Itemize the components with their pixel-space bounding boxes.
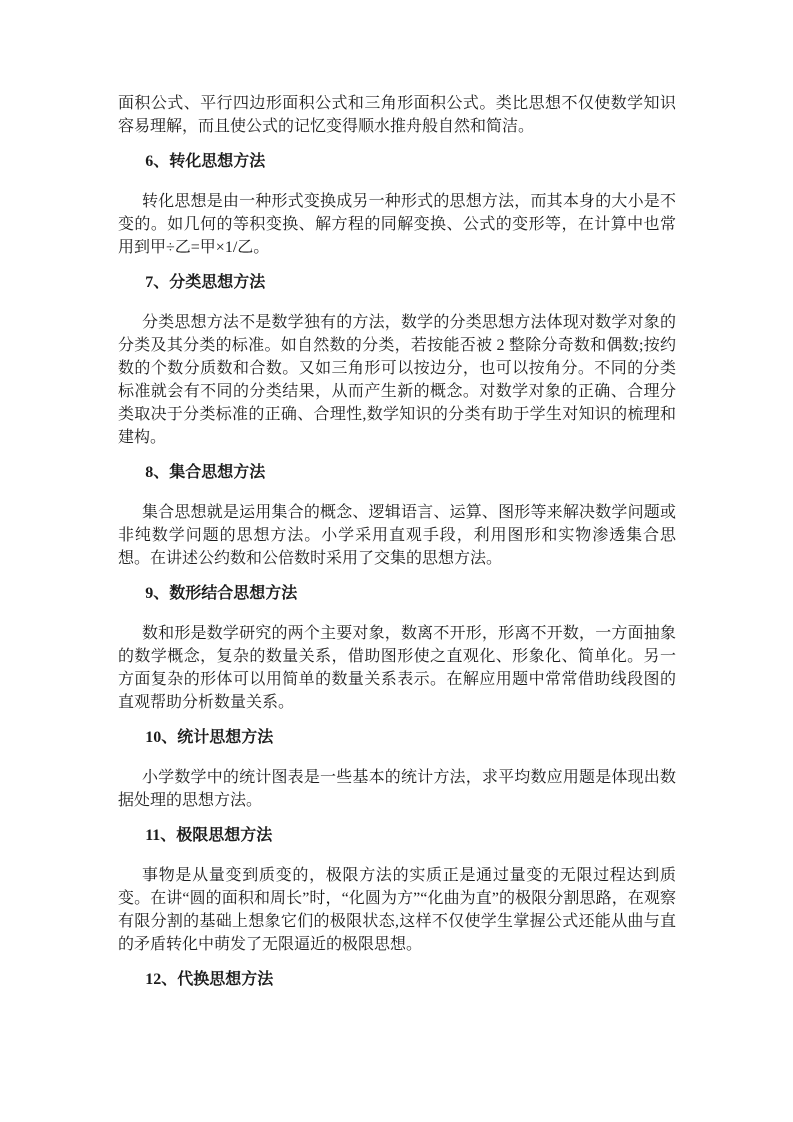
section-heading-7: 7、分类思想方法 [145,274,266,291]
paragraph-section-7: 分类思想方法不是数学独有的方法，数学的分类思想方法体现对数学对象的分类及其分类的标准。如自然数的分类，若按能否被 2 整除分奇数和偶数;按约数的个数分质数和合数。又如三角形可以按边分，也可以按角分。不同的分类标准就会有不同的分类结果，从而产生新的概念。对数学对象的正确、合理分类取决于分类标准的正确、合理性,数学知识的分类有助于学生对知识的梳理和建构。 [118,314,676,446]
paragraph-section-8: 集合思想就是运用集合的概念、逻辑语言、运算、图形等来解决数学问题或非纯数学问题的思想方法。小学采用直观手段，利用图形和实物渗透集合思想。在讲述公约数和公倍数时采用了交集的思想方法。 [118,504,676,567]
section-heading-11: 11、极限思想方法 [145,827,273,844]
paragraph-section-10: 小学数学中的统计图表是一些基本的统计方法，求平均数应用题是体现出数据处理的思想方法。 [118,769,676,809]
document-text-body [118,92,676,1008]
paragraph-section-11: 事物是从量变到质变的，极限方法的实质正是通过量变的无限过程达到质变。在讲“圆的面积和周长”时，“化圆为方”“化曲为直”的极限分割思路，在观察有限分割的基础上想象它们的极限状态,这样不仅使学生掌握公式还能从曲与直的矛盾转化中萌发了无限逼近的极限思想。 [118,867,676,953]
paragraph-section-6: 转化思想是由一种形式变换成另一种形式的思想方法，而其本身的大小是不变的。如几何的等积变换、解方程的同解变换、公式的变形等，在计算中也常用到甲÷乙=甲×1/乙。 [118,193,676,256]
section-heading-10: 10、统计思想方法 [145,729,274,746]
section-heading-6: 6、转化思想方法 [145,153,266,170]
paragraph-section-9: 数和形是数学研究的两个主要对象，数离不开形，形离不开数，一方面抽象的数学概念，复杂的数量关系，借助图形使之直观化、形象化、简单化。另一方面复杂的形体可以用简单的数量关系表示。在解应用题中常常借助线段图的直观帮助分析数量关系。 [118,625,676,711]
section-heading-8: 8、集合思想方法 [145,464,266,481]
section-heading-12: 12、代换思想方法 [145,971,274,988]
section-heading-9: 9、数形结合思想方法 [145,585,298,602]
paragraph-continuation: 面积公式、平行四边形面积公式和三角形面积公式。类比思想不仅使数学知识容易理解，而且使公式的记忆变得顺水推舟般自然和简洁。 [118,95,676,135]
